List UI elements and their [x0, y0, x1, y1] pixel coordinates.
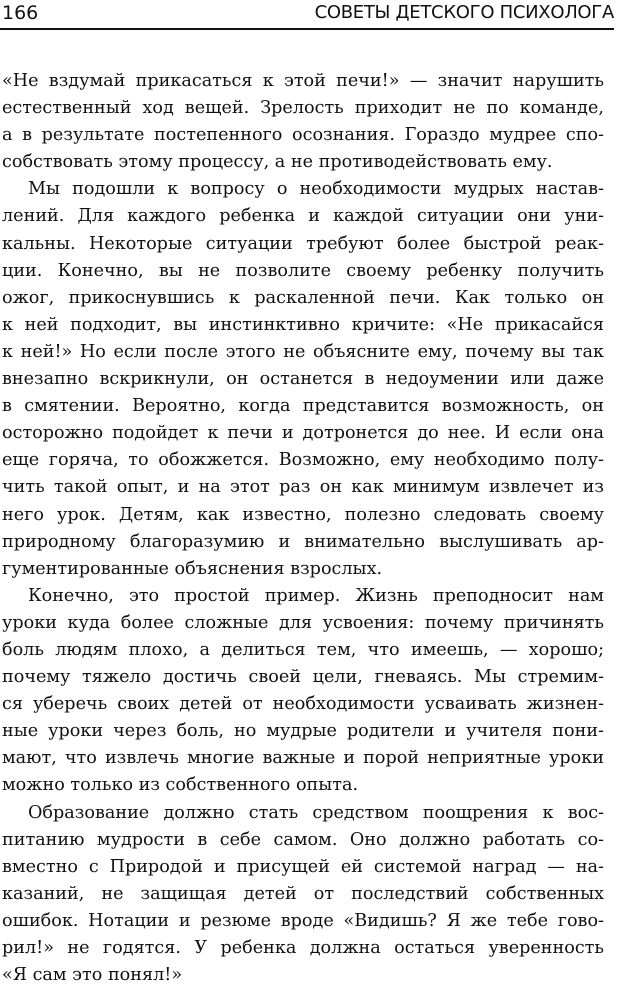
page-number: 166: [2, 2, 39, 24]
text-line: а в результате постепенного осознания. Гораздо мудрее спо-: [2, 125, 604, 146]
text-line: боль людям плохо, а делиться тем, что имеешь, — хорошо;: [2, 639, 604, 660]
text-line: ции. Конечно, вы не позволите своему ребенку получить: [2, 260, 604, 281]
text-line: «Не вздумай прикасаться к этой печи!» — значит нарушить: [2, 71, 604, 91]
text-line: ся уберечь своих детей от необходимости усваивать жизнен-: [2, 694, 604, 715]
text-line: в смятении. Вероятно, когда представится возможность, он: [2, 396, 604, 417]
body-text: [2, 68, 604, 989]
text-line: него урок. Детям, как известно, полезно следовать своему: [2, 504, 604, 525]
text-line: гументированные объяснения взрослых.: [2, 558, 383, 579]
text-line: собствовать этому процессу, а не противодействовать ему.: [2, 152, 553, 173]
text-line: Конечно, это простой пример. Жизнь преподносит нам: [28, 585, 604, 606]
text-line: природному благоразумию и внимательно выслушивать ар-: [2, 531, 604, 552]
text-line: ошибок. Нотации и резюме вроде «Видишь? Я же тебе гово-: [2, 910, 604, 931]
page-header: [0, 0, 620, 30]
text-line: мают, что извлечь многие важные и порой неприятные уроки: [2, 748, 604, 769]
text-line: к ней!» Но если после этого не объясните ему, почему вы так: [2, 341, 604, 362]
text-line: чить такой опыт, и на этот раз он как минимум извлечет из: [2, 477, 604, 498]
text-line: уроки куда более сложные для усвоения: почему причинять: [2, 612, 604, 633]
paragraph: [2, 800, 604, 989]
text-line: внезапно вскрикнули, он останется в недоумении или даже: [2, 369, 604, 390]
text-line: Образование должно стать средством поощрения к вос-: [28, 802, 604, 823]
paragraph: [2, 68, 604, 176]
text-line: к ней подходит, вы инстинктивно кричите: «Не прикасайся: [2, 314, 604, 335]
text-line: кальны. Некоторые ситуации требуют более быстрой реак-: [2, 233, 604, 254]
text-line: еще горяча, то обожжется. Возможно, ему необходимо полу-: [2, 450, 604, 471]
text-line: ные уроки через боль, но мудрые родители и учителя пони-: [2, 721, 604, 742]
text-line: казаний, не защищая детей от последствий собственных: [2, 883, 604, 904]
text-line: ожог, прикоснувшись к раскаленной печи. Как только он: [2, 287, 604, 308]
text-line: «Я сам это понял!»: [2, 965, 183, 986]
paragraph: [2, 583, 604, 800]
text-line: осторожно подойдет к печи и дотронется до нее. И если она: [2, 423, 604, 444]
text-line: питанию мудрости в себе самом. Оно должно работать со-: [2, 829, 604, 850]
text-line: лений. Для каждого ребенка и каждой ситуации они уни-: [2, 206, 604, 227]
text-line: естественный ход вещей. Зрелость приходит не по команде,: [2, 98, 604, 119]
running-title: СОВЕТЫ ДЕТСКОГО ПСИХОЛОГА: [314, 2, 614, 23]
text-line: вместно с Природой и присущей ей системой наград — на-: [2, 856, 604, 877]
text-line: Мы подошли к вопросу о необходимости мудрых настав-: [28, 179, 604, 200]
text-line: рил!» не годятся. У ребенка должна остаться уверенность: [2, 938, 604, 958]
header-rule: [0, 28, 614, 30]
text-line: почему тяжело достичь своей цели, гневаясь. Мы стремим-: [2, 667, 604, 688]
paragraph: [2, 176, 604, 582]
text-line: можно только из собственного опыта.: [2, 775, 359, 796]
